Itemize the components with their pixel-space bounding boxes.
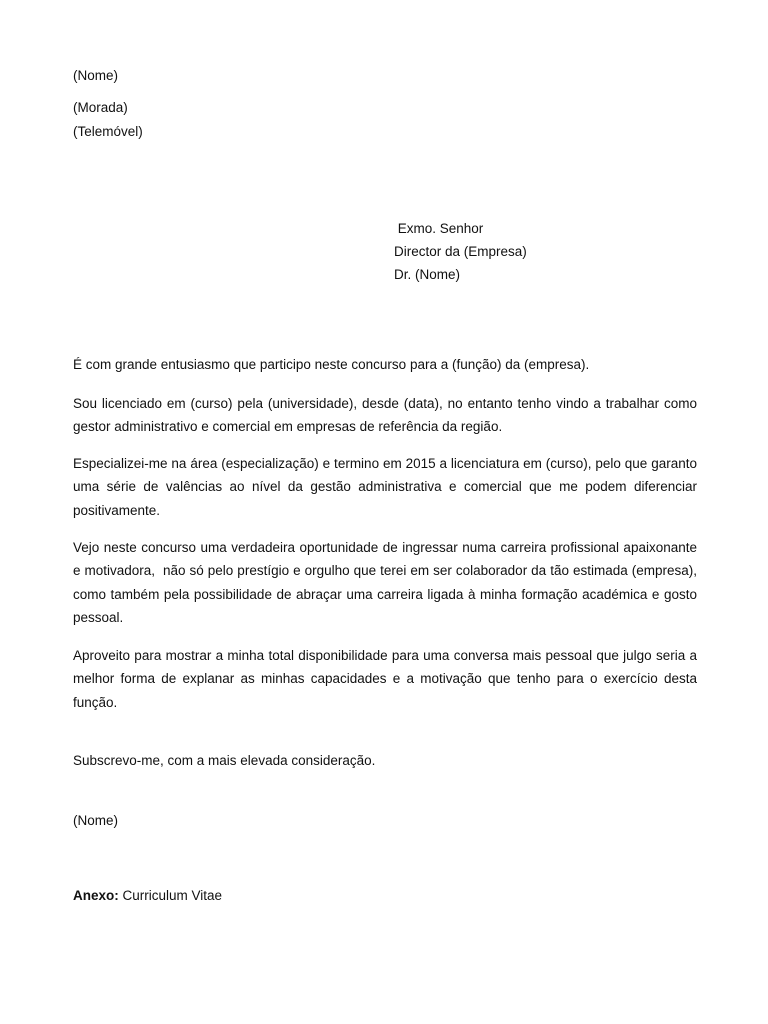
closing-signature: (Nome)	[73, 813, 119, 828]
recipient-title: Director da (Empresa)	[394, 244, 527, 259]
body-paragraph-1: É com grande entusiasmo que participo neste concurso para a (função) da (empresa).	[73, 357, 590, 372]
attachment-label: Anexo:	[73, 888, 119, 903]
attachment-line	[73, 888, 222, 904]
sender-phone: (Telemóvel)	[73, 124, 143, 139]
sender-address: (Morada)	[73, 100, 128, 115]
recipient-name: Dr. (Nome)	[394, 267, 461, 282]
body-paragraph-4: Vejo neste concurso uma verdadeira oportunidade de ingressar numa carreira profissional apaixonante e motivadora, não só pelo prestígio e orgulho que terei em ser colaborador da tão estimada (empresa), como também pela possibilidade de abraçar uma carreira ligada à minha formação académica e gosto pessoal.	[73, 540, 701, 625]
recipient-salutation: Exmo. Senhor	[394, 221, 484, 236]
body-paragraph-2: Sou licenciado em (curso) pela (universidade), desde (data), no entanto tenho vindo a trabalhar como gestor administrativo e comercial em empresas de referência da região.	[73, 396, 697, 435]
attachment-value: Curriculum Vitae	[118, 888, 223, 903]
body-paragraph-5: Aproveito para mostrar a minha total disponibilidade para uma conversa mais pessoal que julgo seria a melhor forma de explanar as minhas capacidades e a motivação que tenho para o exercício desta função.	[73, 648, 697, 710]
body-paragraph-3: Especializei-me na área (especialização) e termino em 2015 a licenciatura em (curso), pelo que garanto uma série de valências ao nível da gestão administrativa e comercial que me podem diferenciar positivamente.	[73, 456, 697, 518]
closing-sign-off: Subscrevo-me, com a mais elevada consideração.	[73, 753, 376, 768]
sender-name: (Nome)	[73, 68, 119, 83]
